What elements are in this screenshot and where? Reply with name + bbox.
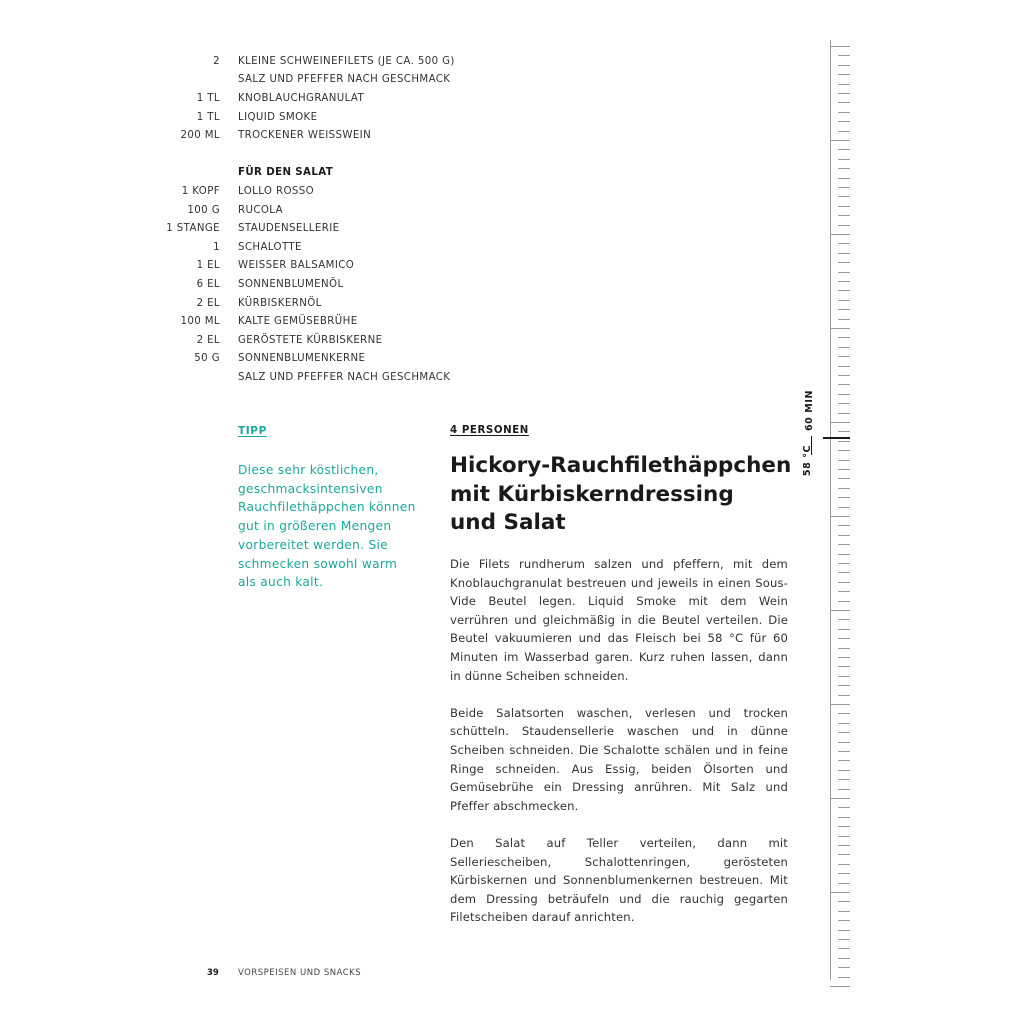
ruler-tick [838, 666, 850, 667]
ruler-tick [838, 507, 850, 508]
ruler-tick [838, 619, 850, 620]
ruler-tick [838, 413, 850, 414]
ruler-tick [830, 892, 850, 893]
ruler-tick [838, 225, 850, 226]
ingredient-name: SCHALOTTE [238, 241, 302, 253]
ingredient-name: KLEINE SCHWEINEFILETS (JE CA. 500 G) [238, 55, 455, 67]
instruction-paragraph: Beide Salatsorten waschen, verlesen und trocken schütteln. Staudensellerie waschen und in dünne Scheiben schneiden. Die Schalotte schälen und in feine Ringe schneiden. Aus Essig, beiden Ölsorten und Gemüsebrühe ein Dressing anrühren. Mit Salz und Pfeffer abschmecken. [450, 705, 788, 813]
ruler-line [830, 40, 831, 980]
ruler-tick [838, 563, 850, 564]
ingredient-name: RUCOLA [238, 204, 283, 216]
instruction-paragraph: Den Salat auf Teller verteilen, dann mit Selleriescheiben, Schalottenringen, gerösteten Kürbiskernen und Sonnenblumenkernen bestreuen. Mit dem Dressing beträufeln und die rauchig gegarten Filetscheiben darauf anrichten. [450, 835, 788, 925]
recipe-title [450, 452, 800, 538]
ingredient-name: SALZ UND PFEFFER NACH GESCHMACK [238, 74, 451, 86]
ruler-tick [838, 394, 850, 395]
ingredient-row [150, 294, 470, 313]
ruler-tick [838, 102, 850, 103]
ruler-tick [830, 422, 850, 423]
ruler-tick [838, 478, 850, 479]
ruler-tick [838, 657, 850, 658]
ruler-tick [838, 760, 850, 761]
ruler-tick [830, 704, 850, 705]
ingredient-row [150, 126, 470, 145]
ruler-tick [838, 319, 850, 320]
ruler-tick [838, 497, 850, 498]
ingredient-row [150, 238, 470, 257]
ruler-tick [838, 789, 850, 790]
ingredient-name: KNOBLAUCHGRANULAT [238, 92, 365, 104]
ruler-tick [838, 347, 850, 348]
ingredient-row [150, 368, 470, 387]
ruler-tick [838, 450, 850, 451]
ingredient-amount: 100 G [187, 204, 220, 216]
ruler-tick [830, 516, 850, 517]
cooking-temperature-label: 58 °C [802, 444, 814, 477]
ingredient-amount: 2 EL [196, 297, 220, 309]
ingredient-name: STAUDENSELLERIE [238, 223, 340, 235]
ruler-tick [838, 159, 850, 160]
ruler-tick [838, 601, 850, 602]
ingredient-row [150, 182, 470, 201]
ruler-tick [838, 901, 850, 902]
salad-ingredients [150, 182, 470, 387]
ruler-tick [838, 149, 850, 150]
tip-text: Diese sehr köstlichen, geschmacksintensiven Rauchfilethäppchen können gut in größeren Mengen vorbereitet werden. Sie schmecken sowohl warm als auch kalt. [238, 463, 416, 590]
ruler-tick [838, 196, 850, 197]
ingredient-row [150, 89, 470, 108]
ruler-tick [838, 112, 850, 113]
ruler-tick [838, 366, 850, 367]
tip-label: TIPP [238, 425, 267, 437]
ingredient-row [150, 108, 470, 127]
ingredient-amount: 1 EL [196, 260, 220, 272]
ruler-tick [838, 441, 850, 442]
ingredient-row [150, 275, 470, 294]
ruler-tick [838, 958, 850, 959]
ingredient-row [150, 350, 470, 369]
ruler-tick [838, 253, 850, 254]
ruler-tick [838, 591, 850, 592]
ruler-tick [838, 629, 850, 630]
ruler-tick [838, 168, 850, 169]
ingredient-row [150, 201, 470, 220]
ruler-tick [838, 638, 850, 639]
ruler-tick [838, 676, 850, 677]
ingredient-name: SONNENBLUMENKERNE [238, 353, 366, 365]
ruler-tick [838, 206, 850, 207]
ruler-tick [838, 215, 850, 216]
ruler-tick [838, 55, 850, 56]
ruler-tick [838, 732, 850, 733]
ruler-tick [838, 544, 850, 545]
ruler-tick [830, 610, 850, 611]
ingredient-amount: 1 STANGE [166, 223, 220, 235]
section-name: VORSPEISEN UND SNACKS [238, 968, 362, 978]
ruler-tick [838, 742, 850, 743]
ingredient-amount: 1 TL [196, 92, 220, 104]
ingredient-row [150, 71, 470, 90]
ruler-tick [838, 469, 850, 470]
page-number: 39 [207, 968, 219, 978]
ruler-tick [838, 178, 850, 179]
ruler-tick [838, 695, 850, 696]
ingredient-amount: 200 ML [180, 130, 220, 142]
ingredient-amount: 1 KOPF [181, 185, 220, 197]
ingredient-name: GERÖSTETE KÜRBISKERNE [238, 334, 383, 346]
ruler-tick [838, 460, 850, 461]
ruler-tick [838, 770, 850, 771]
ingredient-name: KALTE GEMÜSEBRÜHE [238, 316, 358, 328]
ruler-tick [838, 337, 850, 338]
ruler-tick [838, 977, 850, 978]
ruler-tick [838, 723, 850, 724]
ruler-tick [838, 74, 850, 75]
ingredient-name: LIQUID SMOKE [238, 111, 318, 123]
ingredient-row [150, 257, 470, 276]
title-line: Hickory-Rauchfilethäppchen [450, 453, 792, 478]
ruler-tick [838, 121, 850, 122]
ingredient-amount: 100 ML [180, 316, 220, 328]
ruler-tick [838, 648, 850, 649]
ingredient-amount: 2 EL [196, 334, 220, 346]
ingredient-name: KÜRBISKERNÖL [238, 297, 322, 309]
ingredient-name: WEISSER BALSAMICO [238, 260, 355, 272]
ruler-marker [823, 437, 850, 439]
ruler-tick [838, 751, 850, 752]
ingredient-name: TROCKENER WEISSWEIN [238, 130, 372, 142]
title-line: mit Kürbiskerndressing [450, 481, 734, 507]
ruler-tick [838, 911, 850, 912]
ruler-tick [838, 403, 850, 404]
ingredient-amount: 50 G [194, 353, 220, 365]
title-line: und Salat [450, 510, 566, 535]
ruler-tick [830, 798, 850, 799]
ruler-tick [838, 281, 850, 282]
ruler-tick [838, 187, 850, 188]
ingredient-row [150, 219, 470, 238]
ruler-tick [838, 309, 850, 310]
recipe-instructions [450, 555, 788, 945]
cooking-time-label: 60 MIN [804, 389, 816, 432]
ingredient-row [150, 312, 470, 331]
spacer [150, 145, 470, 164]
ruler-tick [830, 46, 850, 47]
ingredient-amount: 1 [213, 241, 220, 253]
ruler-tick [838, 779, 850, 780]
servings-label: 4 PERSONEN [450, 425, 529, 436]
salad-heading-row [150, 164, 470, 183]
ruler-tick [838, 713, 850, 714]
ruler-tick [838, 525, 850, 526]
ruler-tick [838, 920, 850, 921]
ruler-tick [838, 817, 850, 818]
ruler-tick [838, 93, 850, 94]
ingredient-amount: 1 TL [196, 111, 220, 123]
ruler-tick [838, 873, 850, 874]
ruler-tick [838, 685, 850, 686]
ruler-tick [830, 234, 850, 235]
ruler-tick [838, 431, 850, 432]
ingredient-amount: 6 EL [196, 278, 220, 290]
ruler-tick [838, 488, 850, 489]
ruler-tick [838, 84, 850, 85]
ruler-tick [838, 807, 850, 808]
ruler-tick [838, 272, 850, 273]
ruler-tick [838, 300, 850, 301]
ruler-tick [838, 845, 850, 846]
ruler-tick [830, 140, 850, 141]
ruler-tick [838, 356, 850, 357]
main-ingredients [150, 52, 470, 145]
ruler-tick [838, 554, 850, 555]
ruler-tick [838, 131, 850, 132]
ruler-tick [838, 883, 850, 884]
ruler-tick [838, 939, 850, 940]
ruler-tick [838, 262, 850, 263]
ruler-tick [838, 535, 850, 536]
ruler-tick [838, 572, 850, 573]
ruler-tick [830, 986, 850, 987]
ruler-tick [838, 864, 850, 865]
ruler-tick [838, 930, 850, 931]
ruler-tick [838, 243, 850, 244]
ruler-tick [838, 967, 850, 968]
ingredient-name: SONNENBLUMENÖL [238, 278, 344, 290]
ruler-tick [838, 826, 850, 827]
ruler-tick [838, 854, 850, 855]
ruler-tick [838, 384, 850, 385]
instruction-paragraph: Die Filets rundherum salzen und pfeffern, mit dem Knoblauchgranulat bestreuen und jeweils in einen Sous-Vide Beutel legen. Liquid Smoke mit dem Wein verrühren und gleichmäßig in die Beutel verteilen. Die Beutel vakuumieren und das Fleisch bei 58 °C für 60 Minuten im Wasserbad garen. Kurz ruhen lassen, dann in dünne Scheiben schneiden. [450, 557, 788, 683]
ruler-tick [838, 948, 850, 949]
ruler-tick [838, 582, 850, 583]
ingredient-name: LOLLO ROSSO [238, 185, 315, 197]
decorative-ruler [830, 40, 852, 980]
salad-heading: FÜR DEN SALAT [238, 167, 334, 179]
ingredient-row [150, 331, 470, 350]
ruler-tick [838, 65, 850, 66]
ingredient-row [150, 52, 470, 71]
ruler-tick [838, 375, 850, 376]
ingredient-name: SALZ UND PFEFFER NACH GESCHMACK [238, 371, 451, 383]
ingredient-amount: 2 [213, 55, 220, 67]
ruler-tick [830, 328, 850, 329]
ingredient-list [150, 52, 470, 387]
ruler-tick [838, 836, 850, 837]
ruler-tick [838, 290, 850, 291]
